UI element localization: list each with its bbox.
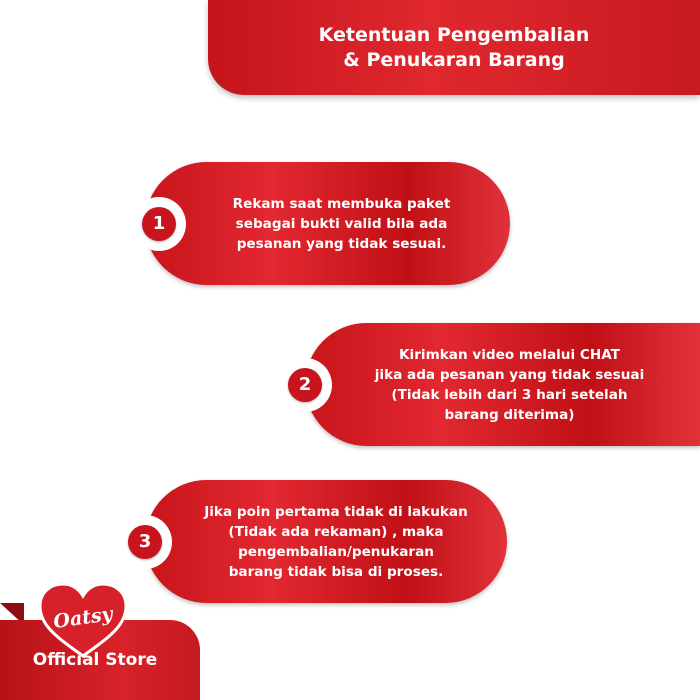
oatsy-logo <box>38 582 128 658</box>
step-3-line-2: (Tidak ada rekaman) , maka <box>228 523 444 540</box>
page-title-line-1: Ketentuan Pengembalian <box>318 23 590 46</box>
step-3-line-3: pengembalian/penukaran <box>238 543 434 560</box>
step-3-line-1: Jika poin pertama tidak di lakukan <box>204 503 468 520</box>
step-3-card <box>138 480 507 603</box>
step-1-line-3: pesanan yang tidak sesuai. <box>236 235 447 252</box>
logo-wordmark: Oatsy <box>52 602 114 634</box>
official-store-label: Official Store <box>32 650 158 670</box>
step-2-line-3: (Tidak lebih dari 3 hari setelah <box>391 386 628 403</box>
step-2-number-badge: 2 <box>288 368 322 402</box>
step-2-line-1: Kirimkan video melalui CHAT <box>399 346 620 363</box>
step-3-line-4: barang tidak bisa di proses. <box>228 563 444 580</box>
step-1-number-badge: 1 <box>142 207 176 241</box>
step-2-text <box>375 345 644 425</box>
step-1-line-2: sebagai bukti valid bila ada <box>235 215 448 232</box>
step-3-number-badge: 3 <box>128 525 162 559</box>
page-title-banner <box>208 0 700 95</box>
step-2-line-4: barang diterima) <box>444 406 575 423</box>
page-title-line-2: & Penukaran Barang <box>343 48 565 71</box>
step-3-text <box>204 502 468 582</box>
step-1-text <box>233 194 451 254</box>
step-1-line-1: Rekam saat membuka paket <box>232 195 451 212</box>
step-2-line-2: jika ada pesanan yang tidak sesuai <box>374 366 645 383</box>
step-2-card <box>298 323 700 446</box>
step-1-card <box>145 162 510 285</box>
